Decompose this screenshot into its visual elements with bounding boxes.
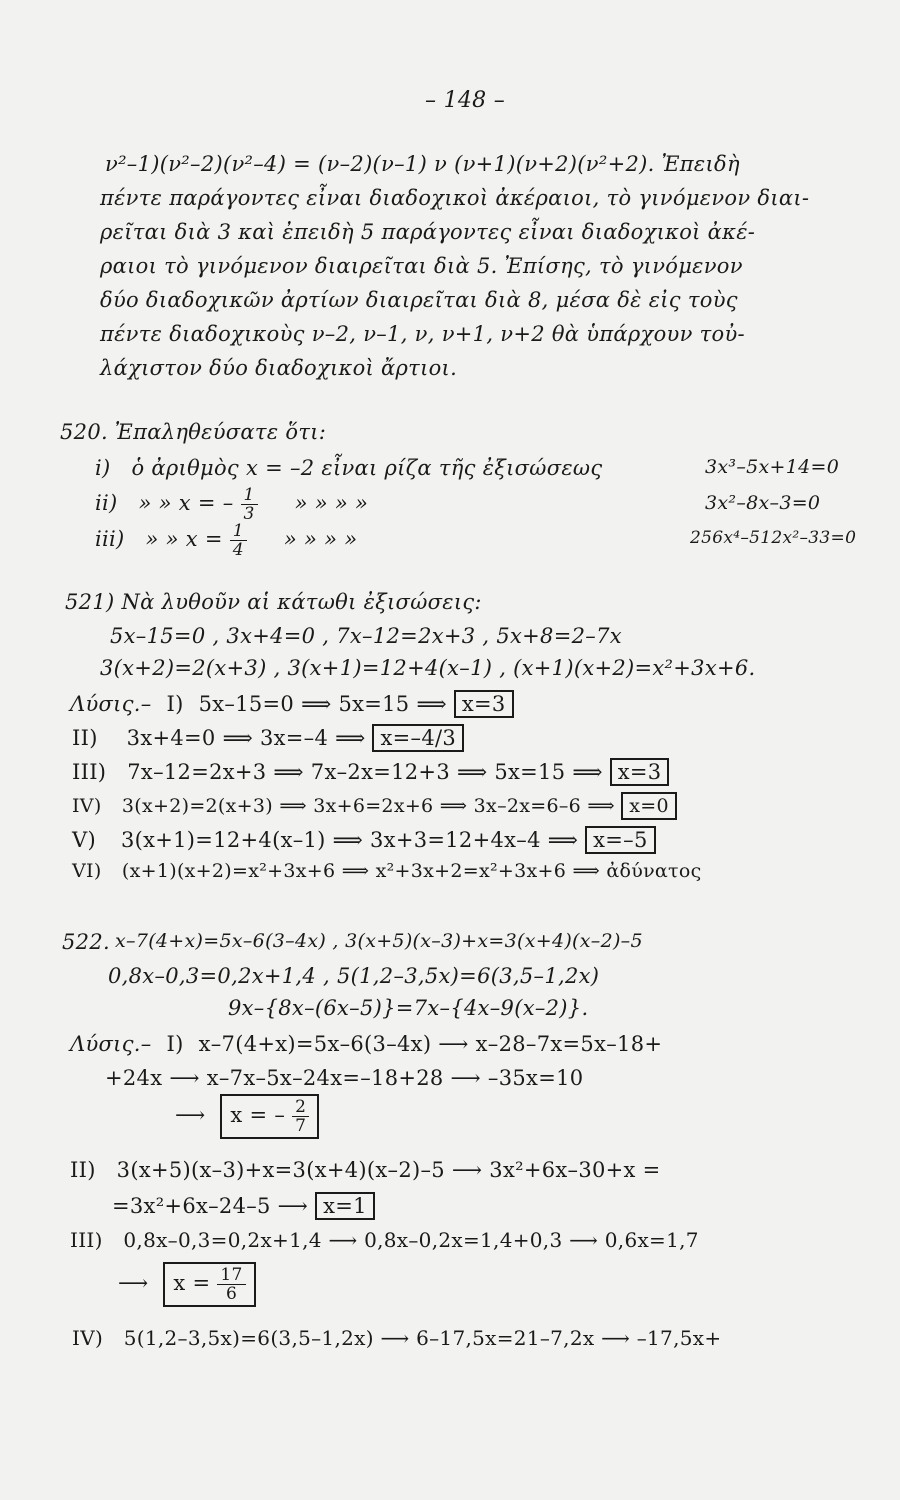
solution-label: Λύσις.– <box>70 692 152 716</box>
fraction <box>241 486 258 523</box>
solution-work: 7x–12=2x+3 ⟹ 7x–2x=12+3 ⟹ 5x=15 ⟹ <box>127 760 603 784</box>
solution-work: 0,8x–0,3=0,2x+1,4 ⟶ 0,8x–0,2x=1,4+0,3 ⟶ 0,6x=1,7 <box>123 1228 699 1252</box>
item-equation: 256x⁴–512x²–33=0 <box>690 528 857 548</box>
item-number: ii) <box>95 491 118 515</box>
item-text: » » x = <box>145 527 230 551</box>
fraction-numerator: 2 <box>292 1098 309 1117</box>
boxed-answer: x=–4/3 <box>372 724 464 752</box>
intro-line: δύο διαδοχικῶν ἀρτίων διαιρεῖται διὰ 8, μέσα δὲ εἰς τοὺς <box>100 288 738 312</box>
boxed-answer: x=1 <box>315 1192 375 1220</box>
boxed-answer: x=–5 <box>585 826 656 854</box>
fraction-denominator: 4 <box>232 540 244 560</box>
exercise-header: 522. <box>62 930 110 954</box>
page-number: – 148 – <box>425 88 506 113</box>
solution-line <box>70 1158 661 1182</box>
solution-line <box>70 1032 662 1056</box>
intro-line: ραιοι τὸ γινόμενον διαιρεῖται διὰ 5. Ἐπίσης, τὸ γινόμενον <box>100 254 743 278</box>
solution-number: IV) <box>72 1326 104 1350</box>
solution-work: x–7(4+x)=5x–6(3–4x) ⟶ x–28–7x=5x–18+ <box>198 1032 663 1056</box>
fraction <box>217 1266 245 1303</box>
ditto-marks: » » » » <box>283 527 358 551</box>
equation-list: x–7(4+x)=5x–6(3–4x) , 3(x+5)(x–3)+x=3(x+4)(x–2)–5 <box>115 930 643 952</box>
exercise-header: 521) Νὰ λυθοῦν αἱ κάτωθι ἐξισώσεις: <box>65 590 482 614</box>
fraction-denominator: 6 <box>225 1284 238 1304</box>
boxed-answer <box>163 1262 255 1307</box>
intro-line: λάχιστον δύο διαδοχικοὶ ἄρτιοι. <box>100 356 458 380</box>
exercise-header: 520. Ἐπαληθεύσατε ὅτι: <box>60 420 327 444</box>
solution-work: =3x²+6x–24–5 ⟶ <box>112 1194 309 1218</box>
intro-line: ρεῖται διὰ 3 καὶ ἐπειδὴ 5 παράγοντες εἶναι διαδοχικοὶ ἀκέ- <box>100 220 756 244</box>
ditto-marks: » » » » <box>294 491 369 515</box>
item-number: i) <box>95 456 111 480</box>
solution-line <box>112 1192 375 1220</box>
solution-work: 3(x+1)=12+4(x–1) ⟹ 3x+3=12+4x–4 ⟹ <box>120 828 579 852</box>
exercise-item <box>95 456 602 480</box>
solution-number: V) <box>72 828 96 852</box>
item-text: ὁ ἀριθμὸς x = –2 εἶναι ρίζα τῆς ἐξισώσεως <box>131 456 603 480</box>
solution-line <box>70 690 514 718</box>
solution-label: Λύσις.– <box>70 1032 152 1056</box>
arrow-icon: ⟶ <box>175 1103 206 1127</box>
solution-number: VI) <box>72 860 102 882</box>
solution-line <box>72 1326 721 1350</box>
intro-line: πέντε παράγοντες εἶναι διαδοχικοὶ ἀκέραιοι, τὸ γινόμενον διαι- <box>100 186 810 210</box>
boxed-answer: x=3 <box>610 758 670 786</box>
solution-number: I) <box>166 692 184 716</box>
solution-number: II) <box>70 1158 96 1182</box>
solution-work: 3(x+2)=2(x+3) ⟹ 3x+6=2x+6 ⟹ 3x–2x=6–6 ⟹ <box>121 795 615 817</box>
item-text: » » x = – <box>138 491 234 515</box>
exercise-item <box>95 486 368 523</box>
solution-line <box>72 758 669 786</box>
intro-line: ν²–1)(ν²–2)(ν²–4) = (ν–2)(ν–1) ν (ν+1)(ν+2)(ν²+2). Ἐπειδὴ <box>105 152 740 176</box>
intro-line: πέντε διαδοχικοὺς ν–2, ν–1, ν, ν+1, ν+2 θὰ ὑπάρχουν τοὐ- <box>100 322 745 346</box>
equation-list: 0,8x–0,3=0,2x+1,4 , 5(1,2–3,5x)=6(3,5–1,2x) <box>108 964 600 988</box>
solution-line <box>72 860 702 882</box>
solution-line <box>118 1262 256 1307</box>
item-equation: 3x³–5x+14=0 <box>705 456 840 478</box>
exercise-item <box>95 522 357 559</box>
solution-work: (x+1)(x+2)=x²+3x+6 ⟹ x²+3x+2=x²+3x+6 ⟹ ἀδύνατος <box>121 860 702 882</box>
fraction <box>230 522 247 559</box>
item-equation: 3x²–8x–3=0 <box>705 492 821 514</box>
fraction-numerator: 1 <box>230 522 247 541</box>
fraction-numerator: 1 <box>241 486 258 505</box>
solution-number: III) <box>70 1228 103 1252</box>
answer-text: x = – <box>230 1103 286 1127</box>
item-number: iii) <box>95 527 125 551</box>
solution-line <box>72 724 464 752</box>
solution-work: 5x–15=0 ⟹ 5x=15 ⟹ <box>198 692 447 716</box>
arrow-icon: ⟶ <box>118 1271 149 1295</box>
solution-number: I) <box>166 1032 184 1056</box>
solution-work: 3(x+5)(x–3)+x=3(x+4)(x–2)–5 ⟶ 3x²+6x–30+x = <box>116 1158 661 1182</box>
solution-number: IV) <box>72 795 102 817</box>
solution-number: III) <box>72 760 107 784</box>
boxed-answer: x=0 <box>621 792 677 820</box>
boxed-answer <box>220 1094 319 1139</box>
solution-line <box>70 1228 699 1252</box>
equation-list: 3(x+2)=2(x+3) , 3(x+1)=12+4(x–1) , (x+1)(x+2)=x²+3x+6. <box>100 656 756 680</box>
equation-list: 9x–{8x–(6x–5)}=7x–{4x–9(x–2)}. <box>228 996 589 1020</box>
solution-work: 5(1,2–3,5x)=6(3,5–1,2x) ⟶ 6–17,5x=21–7,2x ⟶ –17,5x+ <box>123 1326 722 1350</box>
fraction-numerator: 17 <box>217 1266 245 1285</box>
solution-number: II) <box>72 726 98 750</box>
equation-list: 5x–15=0 , 3x+4=0 , 7x–12=2x+3 , 5x+8=2–7x <box>110 624 622 648</box>
solution-line: +24x ⟶ x–7x–5x–24x=–18+28 ⟶ –35x=10 <box>105 1066 584 1090</box>
solution-work: 3x+4=0 ⟹ 3x=–4 ⟹ <box>126 726 366 750</box>
fraction-denominator: 3 <box>243 504 255 524</box>
fraction <box>292 1098 309 1135</box>
fraction-denominator: 7 <box>295 1116 307 1136</box>
boxed-answer: x=3 <box>454 690 514 718</box>
solution-line <box>175 1094 319 1139</box>
answer-text: x = <box>173 1271 211 1295</box>
solution-line <box>72 826 656 854</box>
solution-line <box>72 792 677 820</box>
